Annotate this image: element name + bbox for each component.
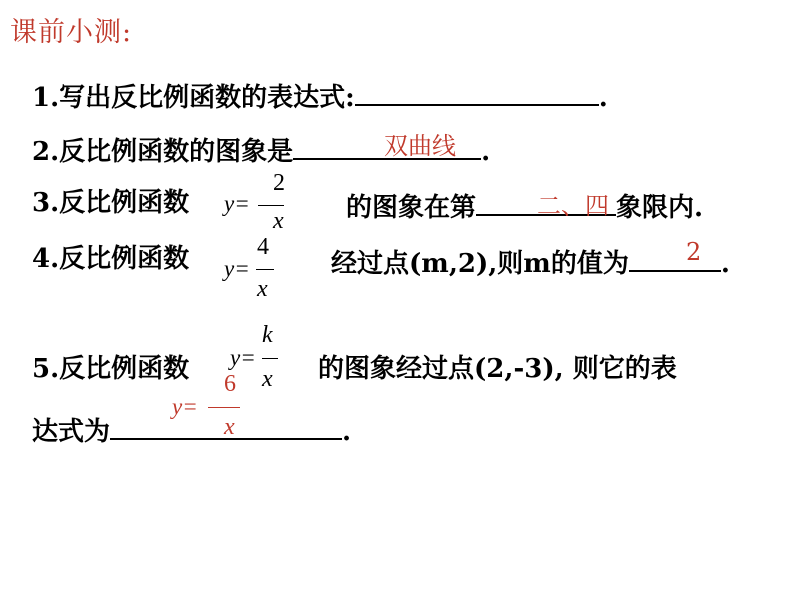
question-5-line-2-text: 达式为: [32, 417, 111, 447]
question-4-suffix: .: [720, 249, 730, 279]
question-5-fraction-bar: [262, 358, 278, 359]
question-4-middle: 经过点(m,2),则m的值为: [331, 249, 629, 279]
question-5-blank: [110, 414, 342, 440]
question-5-answer-fraction-bar: [208, 407, 240, 408]
question-5-suffix: .: [342, 417, 352, 447]
question-2-answer: 双曲线: [384, 132, 456, 160]
question-4-rest: [331, 246, 730, 277]
question-5-answer-lhs: y=: [172, 394, 198, 419]
question-3-fraction-bar: [258, 205, 284, 206]
question-4-blank: [629, 246, 721, 272]
question-1: [32, 80, 608, 111]
question-1-blank: [355, 80, 599, 106]
question-1-text: 1.写出反比例函数的表达式:: [32, 83, 355, 113]
question-3-rest: [346, 190, 703, 221]
question-4-formula-lhs: y=: [224, 256, 250, 281]
question-3-numerator: 2: [273, 170, 285, 196]
question-3-answer: 二、四: [537, 192, 609, 220]
question-3-middle: 的图象在第: [346, 193, 477, 223]
page-title: 课前小测:: [10, 17, 133, 48]
question-5-answer-numerator: 6: [224, 371, 236, 397]
question-5-line-2: [32, 414, 351, 445]
question-4-fraction-bar: [256, 269, 274, 270]
question-3-formula-lhs: y=: [224, 191, 250, 216]
question-4-numerator: 4: [257, 234, 269, 260]
question-5-answer-denominator: x: [224, 414, 235, 440]
question-3-denominator: x: [273, 208, 284, 234]
question-5-denominator: x: [262, 366, 273, 392]
question-3-suffix: 象限内.: [616, 193, 704, 223]
question-4-text: 4.反比例函数: [32, 244, 190, 274]
question-4-answer: 2: [686, 238, 702, 266]
question-5-formula-lhs: y=: [230, 345, 256, 370]
question-5-middle: 的图象经过点(2,-3), 则它的表: [318, 354, 677, 384]
question-2-text: 2.反比例函数的图象是: [32, 137, 294, 167]
question-5-numerator: k: [262, 322, 273, 348]
question-2-suffix: .: [481, 137, 491, 167]
question-5-text: 5.反比例函数: [32, 354, 190, 384]
question-1-suffix: .: [598, 83, 608, 113]
question-3-text: 3.反比例函数: [32, 188, 190, 218]
question-4-denominator: x: [257, 276, 268, 302]
